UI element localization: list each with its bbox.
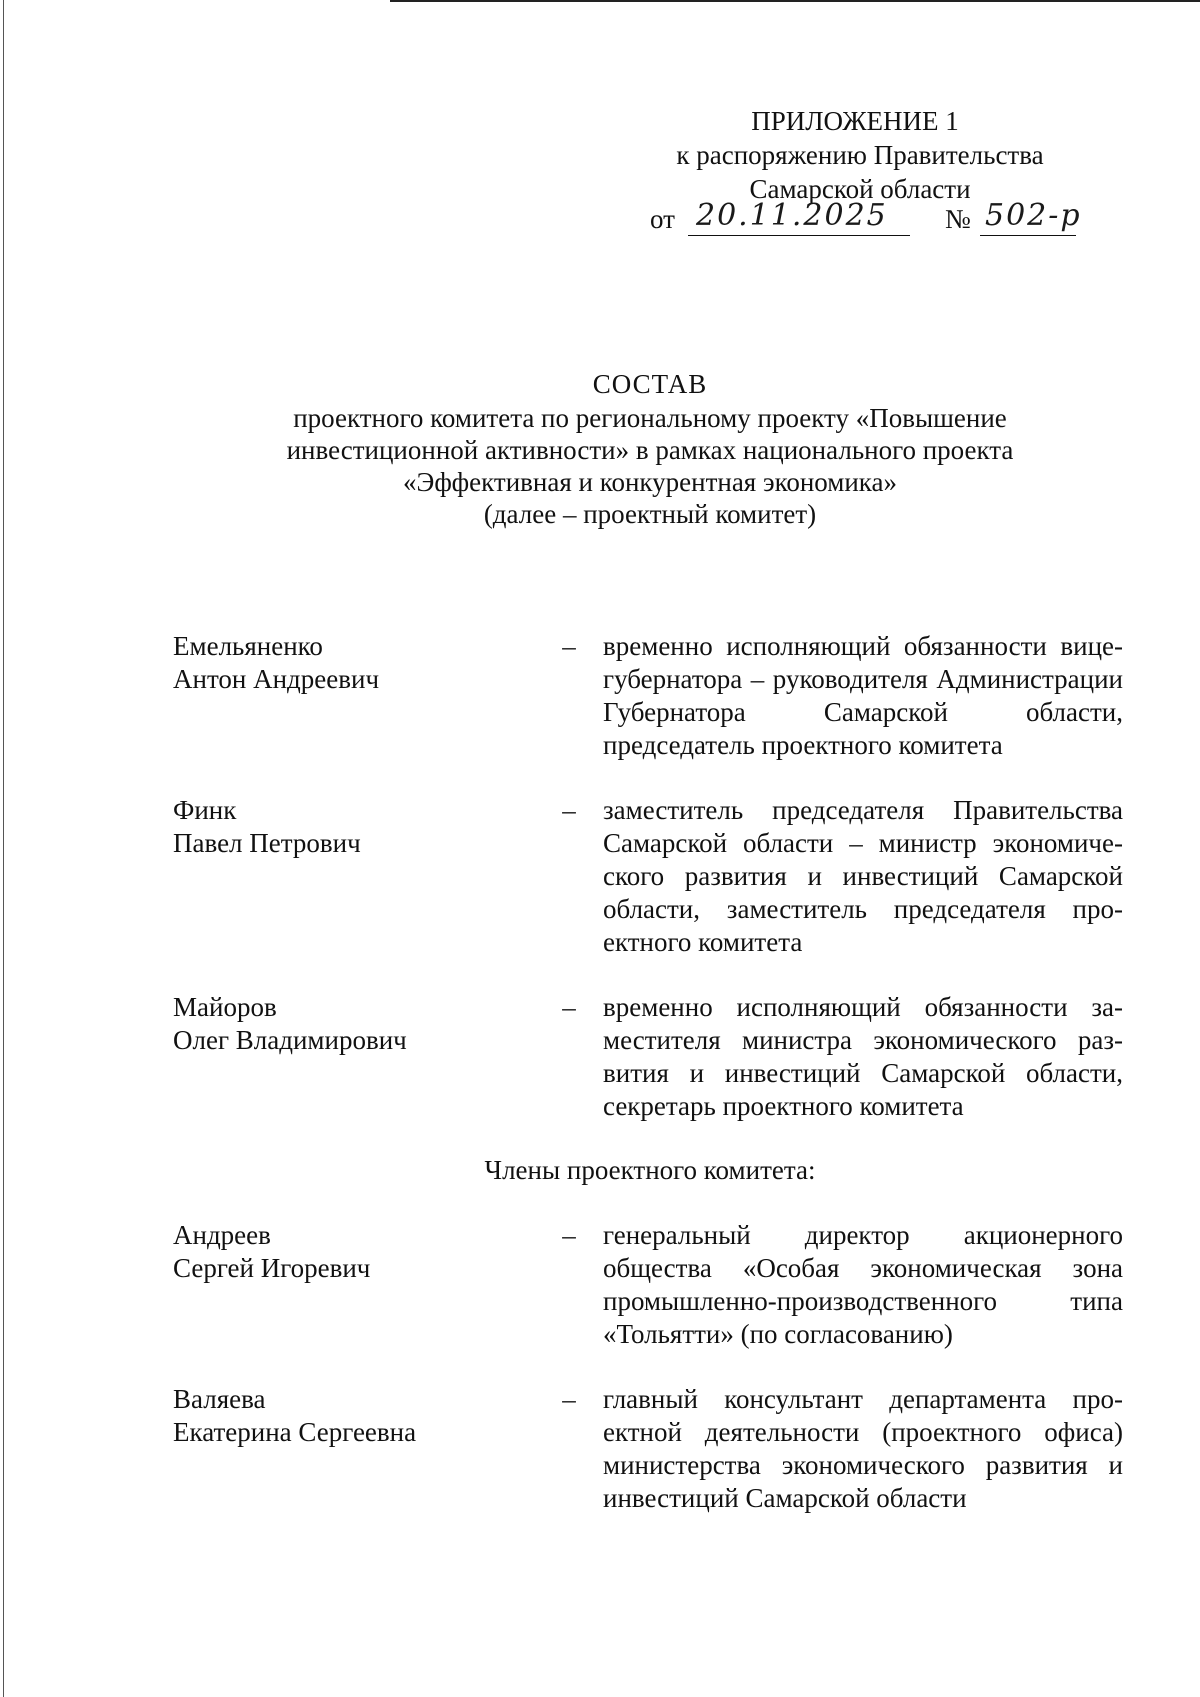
member-given-names: Павел Петрович xyxy=(173,828,361,858)
member-given-names: Сергей Игоревич xyxy=(173,1253,371,1283)
member-name xyxy=(173,794,533,860)
member-surname: Майоров xyxy=(173,992,277,1022)
members-heading: Члены проектного комитета: xyxy=(484,1155,816,1185)
member-given-names: Антон Андреевич xyxy=(173,664,380,694)
document-title: СОСТАВ xyxy=(592,369,708,399)
title-line: «Эффективная и конкурентная экономика» xyxy=(403,467,897,497)
member-role: заместитель председателя Правительства Самарской области – министр экономического развития и инвестиций Самарской области, заместитель председателя проектного комитета xyxy=(603,795,1123,957)
member-surname: Андреев xyxy=(173,1220,271,1250)
dash-separator: – xyxy=(562,1220,576,1250)
member-role: временно исполняющий обязанности заместителя министра экономического развития и инвестиций Самарской области, секретарь проектного комитета xyxy=(603,992,1123,1121)
member-given-names: Олег Владимирович xyxy=(173,1025,407,1055)
dash-separator: – xyxy=(562,1384,576,1414)
member-name xyxy=(173,630,533,696)
member-role: временно исполняющий обязанности вице-губернатора – руководителя Администрации Губернатора Самарской области, председатель проектного комитета xyxy=(603,631,1123,760)
member-name xyxy=(173,1383,533,1449)
member-surname: Валяева xyxy=(173,1384,266,1414)
region-name: Самарской области xyxy=(749,174,971,204)
dash-separator: – xyxy=(562,795,576,825)
order-date-number-row xyxy=(650,198,1130,244)
title-line: проектного комитета по региональному проекту «Повышение xyxy=(293,403,1007,433)
member-given-names: Екатерина Сергеевна xyxy=(173,1417,417,1447)
handwritten-date: 20.11.2025 xyxy=(696,198,888,233)
title-line: инвестиционной активности» в рамках национального проекта xyxy=(286,435,1014,465)
scan-edge-left xyxy=(3,0,4,1697)
number-prefix: № xyxy=(945,204,971,234)
number-underline xyxy=(980,235,1076,236)
dash-separator: – xyxy=(562,631,576,661)
member-name xyxy=(173,991,533,1057)
member-role: главный консультант департамента проектной деятельности (проектного офиса) министерства экономического развития и инвестиций Самарской области xyxy=(603,1384,1123,1513)
dash-separator: – xyxy=(562,992,576,1022)
member-surname: Финк xyxy=(173,795,237,825)
order-reference: к распоряжению Правительства xyxy=(676,140,1044,170)
date-underline xyxy=(688,235,910,236)
date-prefix: от xyxy=(650,204,675,234)
member-role: генеральный директор акционерного общества «Особая экономическая зона промышленно-производственного типа «Тольятти» (по согласованию) xyxy=(603,1220,1123,1349)
document-title-block xyxy=(200,368,1100,530)
scan-edge-top xyxy=(390,0,1200,2)
member-surname: Емельяненко xyxy=(173,631,323,661)
appendix-title: ПРИЛОЖЕНИЕ 1 xyxy=(751,106,959,136)
title-line: (далее – проектный комитет) xyxy=(483,499,817,529)
appendix-header xyxy=(560,104,1120,206)
member-name xyxy=(173,1219,533,1285)
handwritten-number: 502-р xyxy=(985,198,1082,233)
